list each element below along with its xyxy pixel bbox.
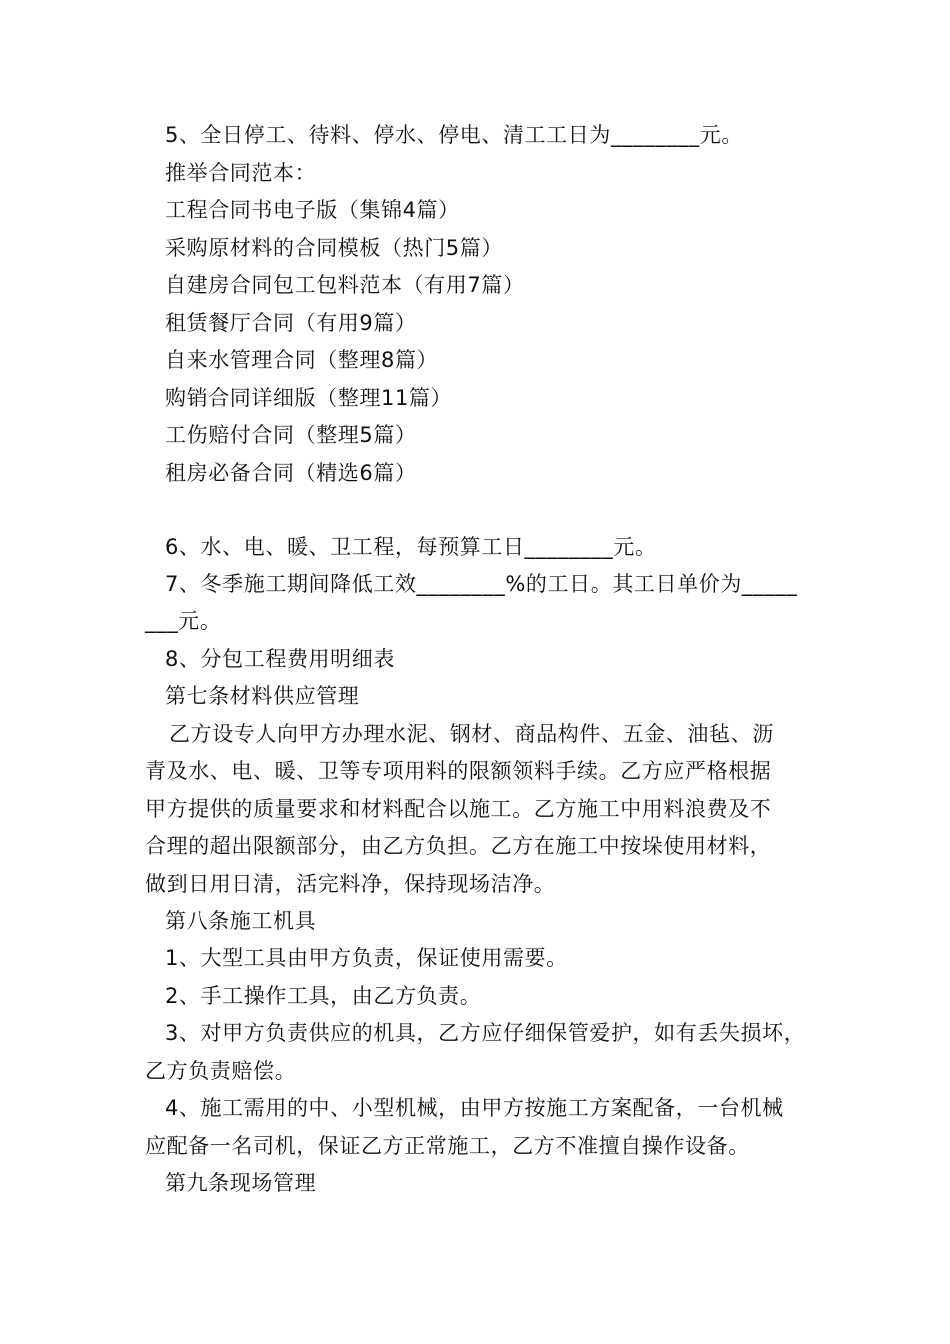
text-line-item7: 7、冬季施工期间降低工效________%的工日。其工日单价为_____ xyxy=(165,572,798,596)
recommend-link-8[interactable]: 租房必备合同（精选6篇） xyxy=(165,461,417,485)
text-line-item5: 5、全日停工、待料、停水、停电、清工工日为________元。 xyxy=(165,123,743,147)
section-heading-article8: 第八条施工机具 xyxy=(165,909,317,933)
text-line-article8-item2: 2、手工操作工具，由乙方负责。 xyxy=(165,984,482,1008)
recommend-link-4[interactable]: 租赁餐厅合同（有用9篇） xyxy=(165,311,417,335)
text-line-item7-cont: ___元。 xyxy=(145,609,222,633)
text-line-item6: 6、水、电、暖、卫工程，每预算工日________元。 xyxy=(165,535,657,559)
recommend-link-3[interactable]: 自建房合同包工包料范本（有用7篇） xyxy=(165,273,525,297)
text-line-article8-item1: 1、大型工具由甲方负责，保证使用需要。 xyxy=(165,946,568,970)
paragraph-line: 做到日用日清，活完料净，保持现场洁净。 xyxy=(145,872,556,896)
text-line-recommend-heading: 推举合同范本： xyxy=(165,161,317,185)
paragraph-line: 青及水、电、暖、卫等专项用料的限额领料手续。乙方应严格根据 xyxy=(145,759,772,783)
recommend-link-7[interactable]: 工伤赔付合同（整理5篇） xyxy=(165,423,417,447)
section-heading-article7: 第七条材料供应管理 xyxy=(165,684,360,708)
paragraph-line: 乙方设专人向甲方办理水泥、钢材、商品构件、五金、油毡、沥 xyxy=(169,722,774,746)
paragraph-line: 合理的超出限额部分，由乙方负担。乙方在施工中按垛使用材料， xyxy=(145,834,772,858)
section-heading-article9: 第九条现场管理 xyxy=(165,1171,317,1195)
recommend-link-1[interactable]: 工程合同书电子版（集锦4篇） xyxy=(165,198,460,222)
text-line-article8-item3-cont: 乙方负责赔偿。 xyxy=(145,1059,297,1083)
paragraph-line: 甲方提供的质量要求和材料配合以施工。乙方施工中用料浪费及不 xyxy=(145,797,772,821)
recommend-link-6[interactable]: 购销合同详细版（整理11篇） xyxy=(165,386,453,410)
recommend-link-5[interactable]: 自来水管理合同（整理8篇） xyxy=(165,348,439,372)
recommend-link-2[interactable]: 采购原材料的合同模板（热门5篇） xyxy=(165,236,503,260)
text-line-article8-item4: 4、施工需用的中、小型机械，由甲方按施工方案配备，一台机械 xyxy=(165,1096,784,1120)
text-line-article8-item4-cont: 应配备一名司机，保证乙方正常施工，乙方不准擅自操作设备。 xyxy=(145,1134,750,1158)
text-line-item8: 8、分包工程费用明细表 xyxy=(165,647,395,671)
text-line-article8-item3: 3、对甲方负责供应的机具，乙方应仔细保管爱护，如有丢失损坏， xyxy=(165,1021,806,1045)
